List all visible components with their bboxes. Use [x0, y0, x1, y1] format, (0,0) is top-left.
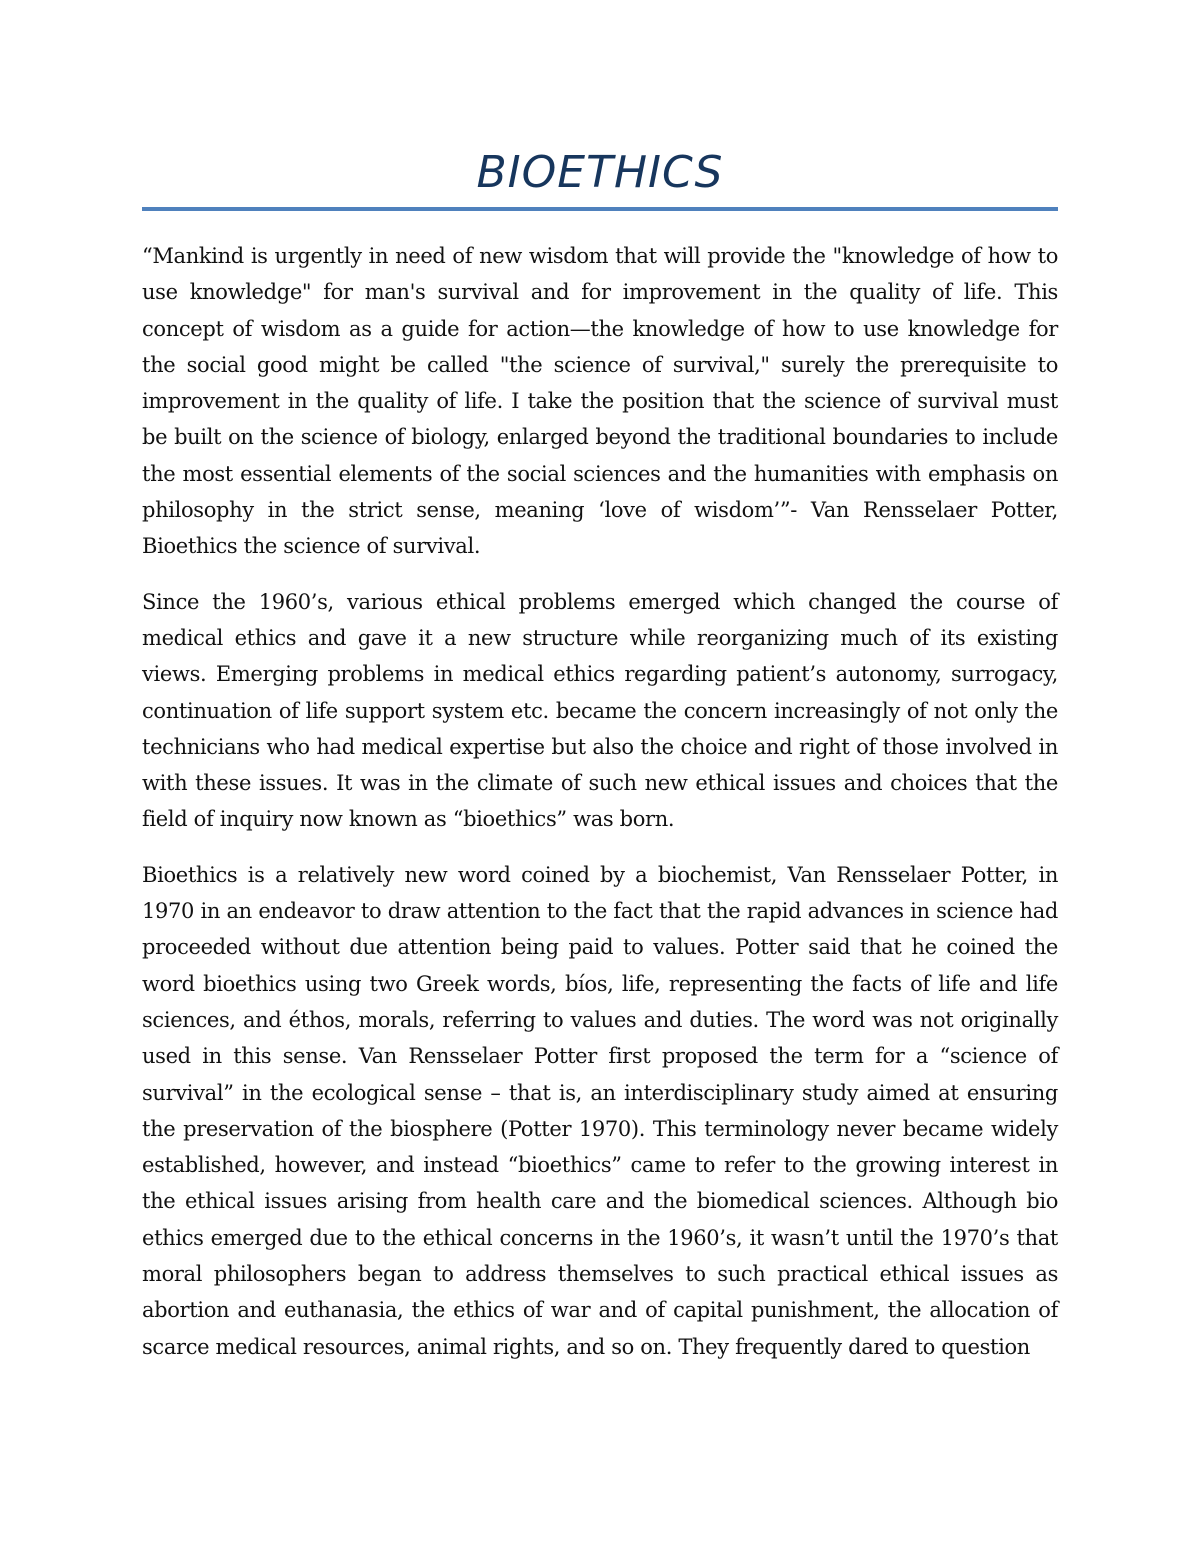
- paragraph-potter-quote: “Mankind is urgently in need of new wisdom that will provide the "knowledge of how to use knowledge" for man's survival and for improvement in the quality of life. This concept of wisdom as a guide for action—the knowledge of how to use knowledge for the social good might be called "the science of survival," surely the prerequisite to improvement in the quality of life. I take the position that the science of survival must be built on the science of biology, enlarged beyond the traditional boundaries to include the most essential elements of the social sciences and the humanities with emphasis on philosophy in the strict sense, meaning ‘love of wisdom’”- Van Rensselaer Potter, Bioethics the science of survival.: [142, 244, 1058, 559]
- paragraph-bioethics-origin: Bioethics is a relatively new word coined by a biochemist, Van Rensselaer Potter, in 1970 in an endeavor to draw attention to the fact that the rapid advances in science had proceeded without due attention being paid to values. Potter said that he coined the word bioethics using two Greek words, bíos, life, representing the facts of life and life sciences, and éthos, morals, referring to values and duties. The word was not originally used in this sense. Van Rensselaer Potter first proposed the term for a “science of survival” in the ecological sense – that is, an interdisciplinary study aimed at ensuring the preservation of the biosphere (Potter 1970). This terminology never became widely established, however, and instead “bioethics” came to refer to the growing interest in the ethical issues arising from health care and the biomedical sciences. Although bio ethics emerged due to the ethical concerns in the 1960’s, it wasn’t until the 1970’s that moral philosophers began to address themselves to such practical ethical issues as abortion and euthanasia, the ethics of war and of capital punishment, the allocation of scarce medical resources, animal rights, and so on. They frequently dared to question: [142, 862, 1058, 1359]
- document-title: BIOETHICS: [476, 147, 724, 198]
- paragraph-since-1960s: Since the 1960’s, various ethical problems emerged which changed the course of medical ethics and gave it a new structure while reorganizing much of its existing views. Emerging problems in medical ethics regarding patient’s autonomy, surrogacy, continuation of life support system etc. became the concern increasingly of not only the technicians who had medical expertise but also the choice and right of those involved in with these issues. It was in the climate of such new ethical issues and choices that the field of inquiry now known as “bioethics” was born.: [142, 589, 1058, 832]
- title-underline-rule: [142, 207, 1058, 211]
- document-body: [142, 238, 1058, 1384]
